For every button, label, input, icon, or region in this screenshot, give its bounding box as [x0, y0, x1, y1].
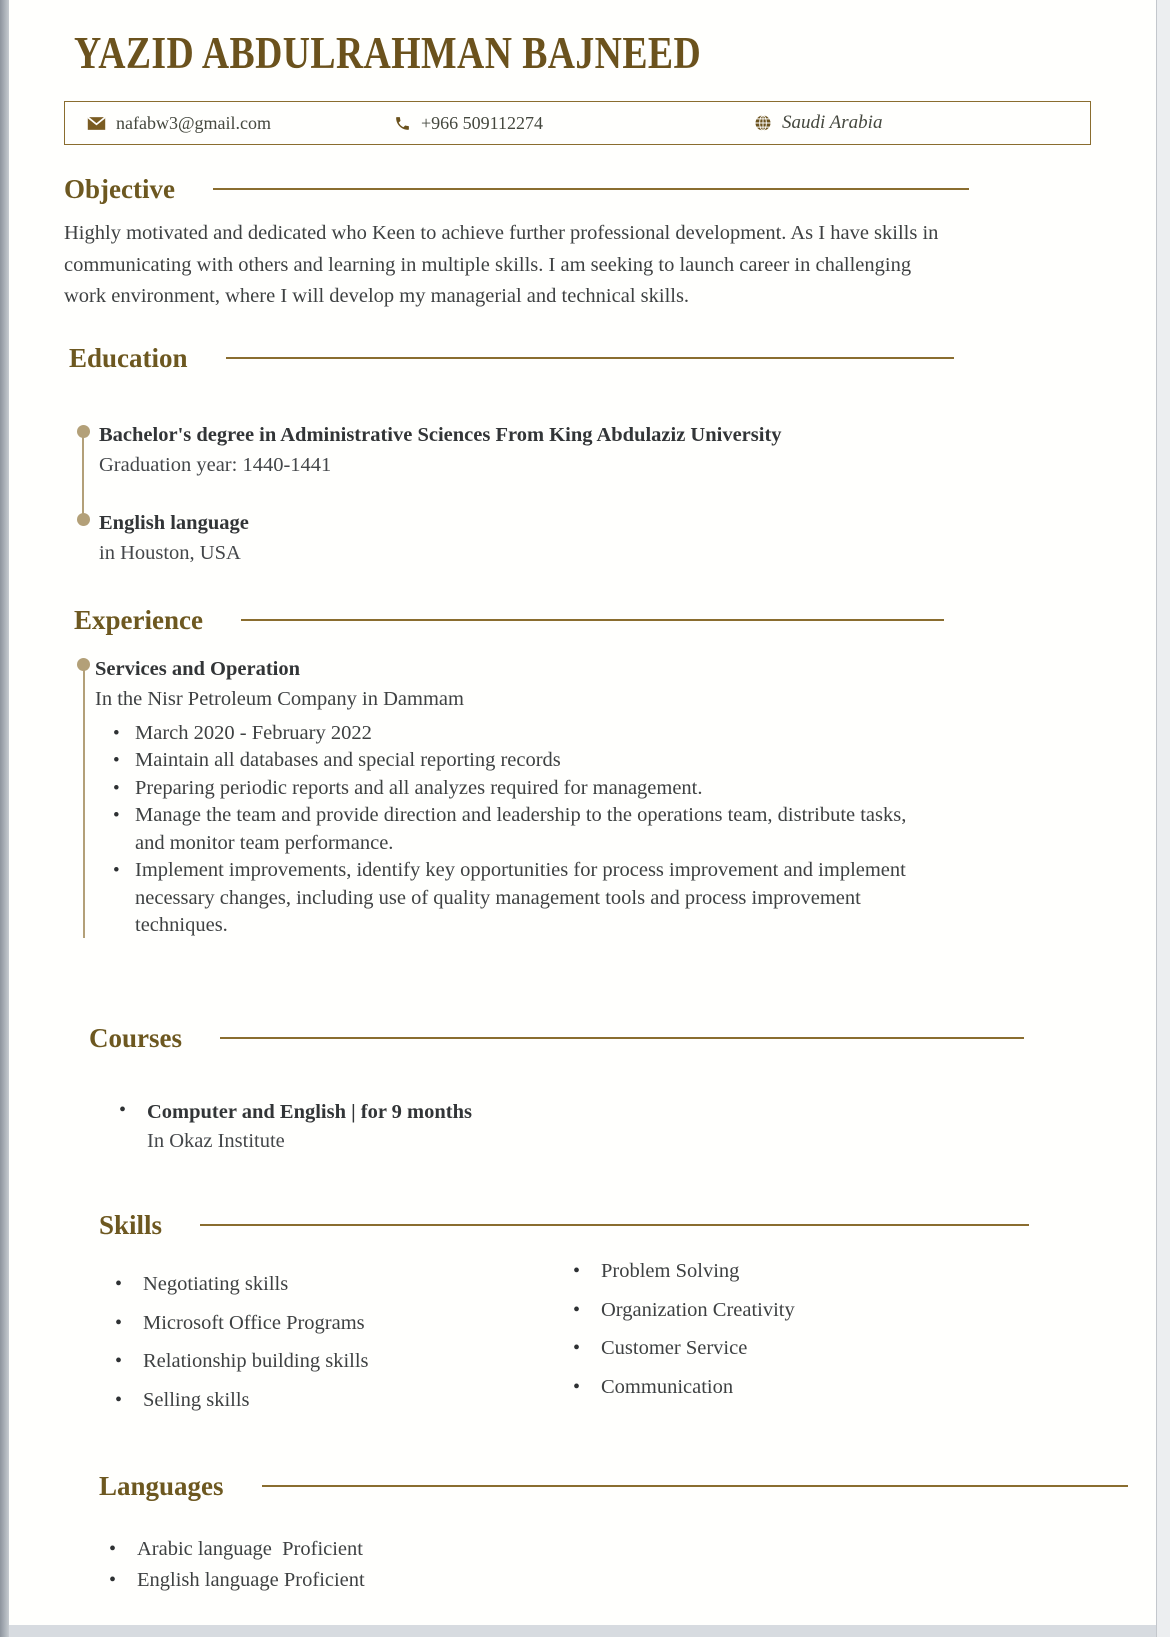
course-item [89, 1099, 1024, 1158]
contact-bar [64, 101, 1091, 145]
experience-company: In the Nisr Petroleum Company in Dammam [95, 687, 464, 710]
experience-rule [241, 619, 944, 621]
phone-icon [394, 115, 411, 132]
education-item-title: Bachelor's degree in Administrative Sciences From King Abdulaziz University [99, 424, 782, 447]
skill-item: • Microsoft Office Programs [99, 1311, 557, 1335]
education-header [69, 344, 954, 372]
skill-item: • Selling skills [99, 1388, 557, 1412]
skill-item: • Problem Solving [557, 1259, 1029, 1283]
envelope-icon [87, 116, 106, 131]
section-skills [9, 1211, 1156, 1426]
candidate-name: YAZID ABDULRAHMAN BAJNEED [74, 27, 702, 78]
section-languages [9, 1472, 1156, 1595]
timeline-dot-icon [77, 658, 90, 671]
courses-title: Courses [89, 1022, 182, 1053]
skill-item: • Relationship building skills [99, 1349, 557, 1373]
languages-header [99, 1472, 1128, 1500]
education-item [69, 420, 954, 480]
timeline-dot-icon [77, 513, 90, 526]
education-item [69, 508, 954, 568]
course-item-subtitle: In Okaz Institute [147, 1129, 285, 1152]
experience-bullet: • March 2020 - February 2022 [95, 720, 925, 748]
contact-location-text: Saudi Arabia [782, 112, 883, 133]
education-item-subtitle: Graduation year: 1440-1441 [99, 454, 332, 477]
experience-bullet: • Implement improvements, identify key opportunities for process improvement and implement necessary changes, including use of quality management tools and process improvement techniques. [95, 857, 925, 940]
globe-icon [754, 114, 772, 132]
education-title: Education [69, 342, 188, 373]
viewer-left-edge [0, 0, 9, 1637]
experience-bullet: • Maintain all databases and special reporting records [95, 747, 925, 775]
contact-email [87, 113, 394, 134]
resume-page [9, 0, 1156, 1625]
objective-text: Highly motivated and dedicated who Keen to achieve further professional development. As I have skills in communicating with others and learning in multiple skills. I am seeking to launch career in challenging work environment, where I will develop my managerial and technical skills. [64, 222, 939, 308]
contact-phone-text: +966 509112274 [421, 112, 543, 133]
skill-item: • Customer Service [557, 1336, 1029, 1360]
experience-entry [74, 655, 944, 940]
language-item: • Arabic language Proficient [99, 1534, 1128, 1565]
skill-item: • Communication [557, 1375, 1029, 1399]
viewer-right-edge [1156, 0, 1170, 1637]
experience-bullet: • Manage the team and provide direction and leadership to the operations team, distribute tasks, and monitor team performance. [95, 802, 925, 857]
viewer-bottom-edge [9, 1625, 1156, 1637]
experience-role: Services and Operation [95, 657, 300, 680]
skill-item: • Negotiating skills [99, 1272, 557, 1296]
skills-columns [99, 1259, 1029, 1426]
languages-title: Languages [99, 1471, 224, 1502]
course-item-title: • Computer and English | for 9 months [147, 1100, 472, 1123]
skills-rule [200, 1224, 1029, 1226]
objective-rule [213, 188, 969, 190]
experience-title: Experience [74, 605, 203, 636]
languages-list [99, 1534, 1128, 1596]
skills-column-left [99, 1259, 557, 1426]
courses-rule [220, 1037, 1024, 1039]
experience-bullet-list [95, 720, 944, 940]
contact-location [754, 112, 1090, 134]
experience-bullet: • Preparing periodic reports and all analyzes required for management. [95, 775, 925, 803]
contact-email-text: nafabw3@gmail.com [116, 112, 272, 133]
education-item-title: English language [99, 512, 249, 535]
skills-column-right [557, 1259, 1029, 1426]
objective-title: Objective [64, 174, 175, 204]
language-item: • English language Proficient [99, 1565, 1128, 1596]
education-timeline [69, 420, 954, 568]
education-rule [226, 357, 954, 359]
education-item-subtitle: in Houston, USA [99, 542, 241, 565]
objective-header [64, 175, 969, 203]
skills-header [99, 1211, 1029, 1239]
section-courses [9, 1024, 1156, 1158]
courses-header [89, 1024, 1024, 1052]
section-objective [9, 175, 1156, 313]
contact-phone [394, 113, 754, 134]
experience-header [74, 606, 944, 634]
skills-list-left [99, 1272, 557, 1412]
section-education [9, 344, 1156, 568]
languages-rule [262, 1485, 1128, 1487]
skills-list-right [557, 1259, 1029, 1399]
skills-title: Skills [99, 1209, 163, 1240]
languages-list-wrap [99, 1534, 1128, 1596]
section-experience [9, 606, 1156, 939]
timeline-dot-icon [77, 425, 90, 438]
skill-item: • Organization Creativity [557, 1298, 1029, 1322]
